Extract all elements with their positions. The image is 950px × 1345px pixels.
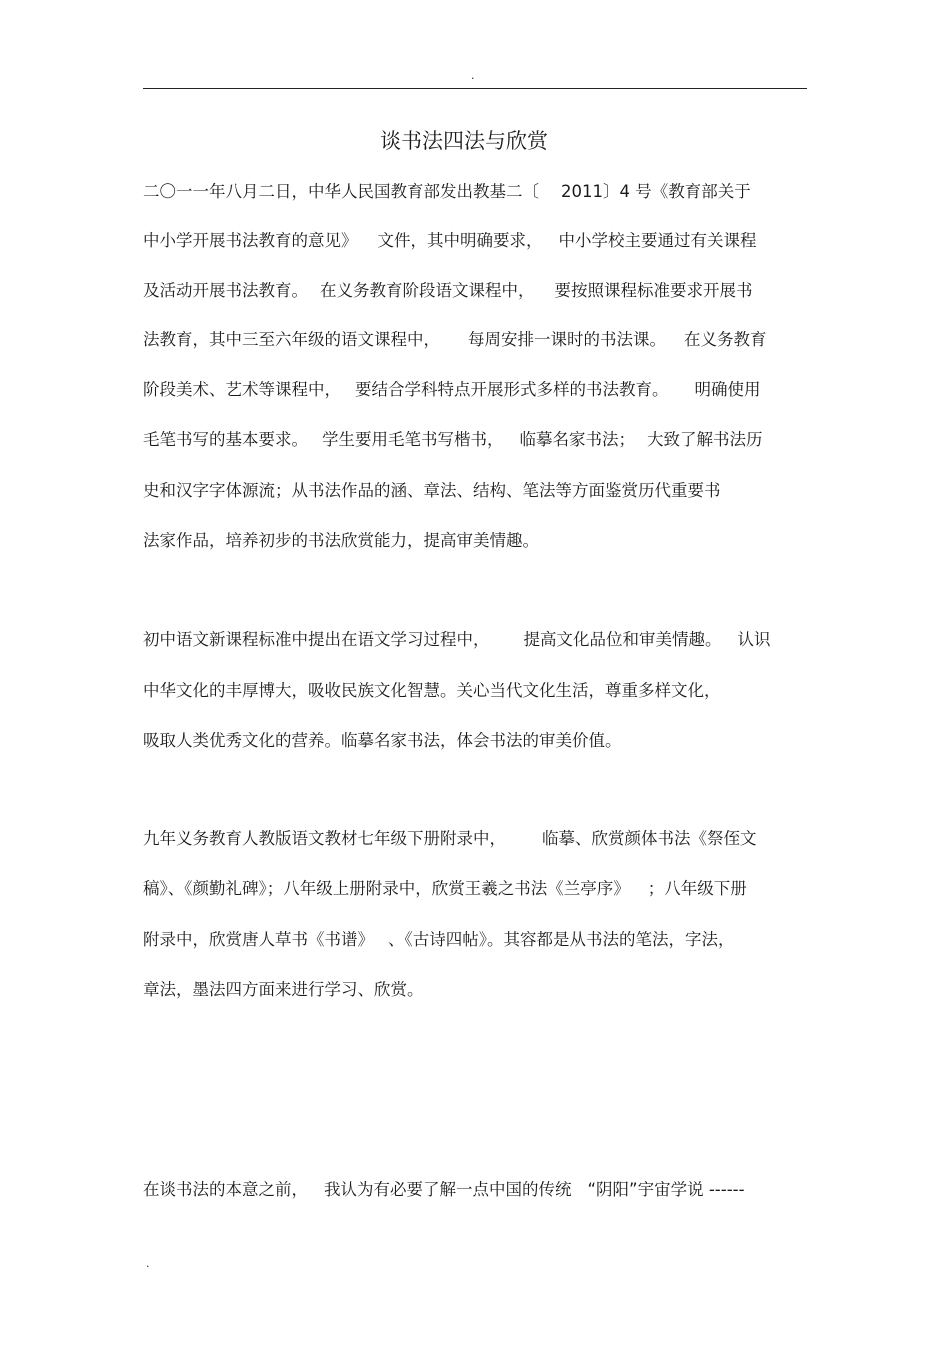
text-segment: 二〇一一年八月二日，中华人民国教育部发出教基二〔 [143, 182, 539, 201]
paragraph-line [143, 877, 747, 901]
text-segment: 我认为有必要了解一点中国的传统 [324, 1180, 572, 1199]
paragraph-line [143, 928, 735, 952]
paragraph-line [143, 279, 753, 303]
text-segment: 吸取人类优秀文化的营养。临摹名家书法，体会书法的审美价值。 [143, 731, 622, 750]
text-segment: 学生要用毛笔书写楷书， [322, 430, 504, 449]
paragraph-line [143, 529, 539, 553]
paragraph-line [143, 628, 771, 652]
text-segment: 大致了解书法历 [647, 430, 763, 449]
text-segment: 在义务教育阶段语文课程中， [320, 281, 535, 300]
text-segment: 阶段美术、艺术等课程中， [143, 380, 341, 399]
header-mark: . [471, 69, 475, 82]
text-segment: 要按照课程标准要求开展书 [554, 281, 753, 300]
text-segment: 要结合学科特点开展形式多样的书法教育。 [355, 380, 669, 399]
text-segment: 法教育，其中三至六年级的语文课程中， [143, 330, 440, 349]
document-title: 谈书法四法与欣赏 [380, 129, 548, 153]
text-segment: 中华文化的丰厚博大，吸收民族文化智慧。关心当代文化生活，尊重多样文化， [143, 681, 721, 700]
text-segment: 法家作品，培养初步的书法欣赏能力，提高审美情趣。 [143, 531, 539, 550]
text-segment: 认识 [737, 630, 771, 649]
text-segment: 在义务教育 [684, 330, 767, 349]
text-segment: 临摹名家书法； [519, 430, 635, 449]
header-divider [143, 88, 807, 89]
text-segment: “阴阳”宇宙学说 ------ [587, 1180, 745, 1199]
text-segment: ；八年级下册 [647, 879, 747, 898]
footer-mark: . [146, 1257, 150, 1270]
paragraph-line [143, 1178, 745, 1202]
paragraph-line [143, 729, 622, 753]
text-segment: 章法，墨法四方面来进行学习、欣赏。 [143, 980, 424, 999]
text-segment: 、《古诗四帖》。其容都是从书法的笔法，字法， [388, 930, 735, 949]
paragraph-line [143, 827, 757, 851]
text-segment: 文件，其中明确要求， [377, 231, 543, 250]
paragraph-line [143, 978, 424, 1002]
text-segment: 每周安排一课时的书法课。 [468, 330, 666, 349]
text-segment: 临摹、欣赏颜体书法《祭侄文 [542, 829, 757, 848]
paragraph-line [143, 180, 751, 204]
text-segment: 提高文化品位和审美情趣。 [523, 630, 722, 649]
text-segment: 明确使用 [694, 380, 761, 399]
text-segment: 稿》、《颜勤礼碑》；八年级上册附录中，欣赏王羲之书法《兰亭序》 [143, 879, 630, 898]
text-segment: 2011〕4 号《教育部关于 [561, 182, 751, 201]
text-segment: 附录中，欣赏唐人草书《书谱》 [143, 930, 374, 949]
paragraph-line [143, 229, 757, 253]
text-segment: 中小学开展书法教育的意见》 [143, 231, 358, 250]
text-segment: 九年义务教育人教版语文教材七年级下册附录中， [143, 829, 506, 848]
paragraph-line [143, 428, 763, 452]
text-segment: 及活动开展书法教育。 [143, 281, 308, 300]
text-segment: 毛笔书写的基本要求。 [143, 430, 308, 449]
paragraph-line [143, 479, 721, 503]
paragraph-line [143, 328, 767, 352]
text-segment: 初中语文新课程标准中提出在语文学习过程中， [143, 630, 490, 649]
paragraph-line [143, 679, 721, 703]
text-segment: 中小学校主要通过有关课程 [558, 231, 757, 250]
text-segment: 史和汉字字体源流；从书法作品的涵、章法、结构、笔法等方面鉴赏历代重要书 [143, 481, 721, 500]
text-segment: 在谈书法的本意之前， [143, 1180, 308, 1199]
paragraph-line [143, 378, 761, 402]
